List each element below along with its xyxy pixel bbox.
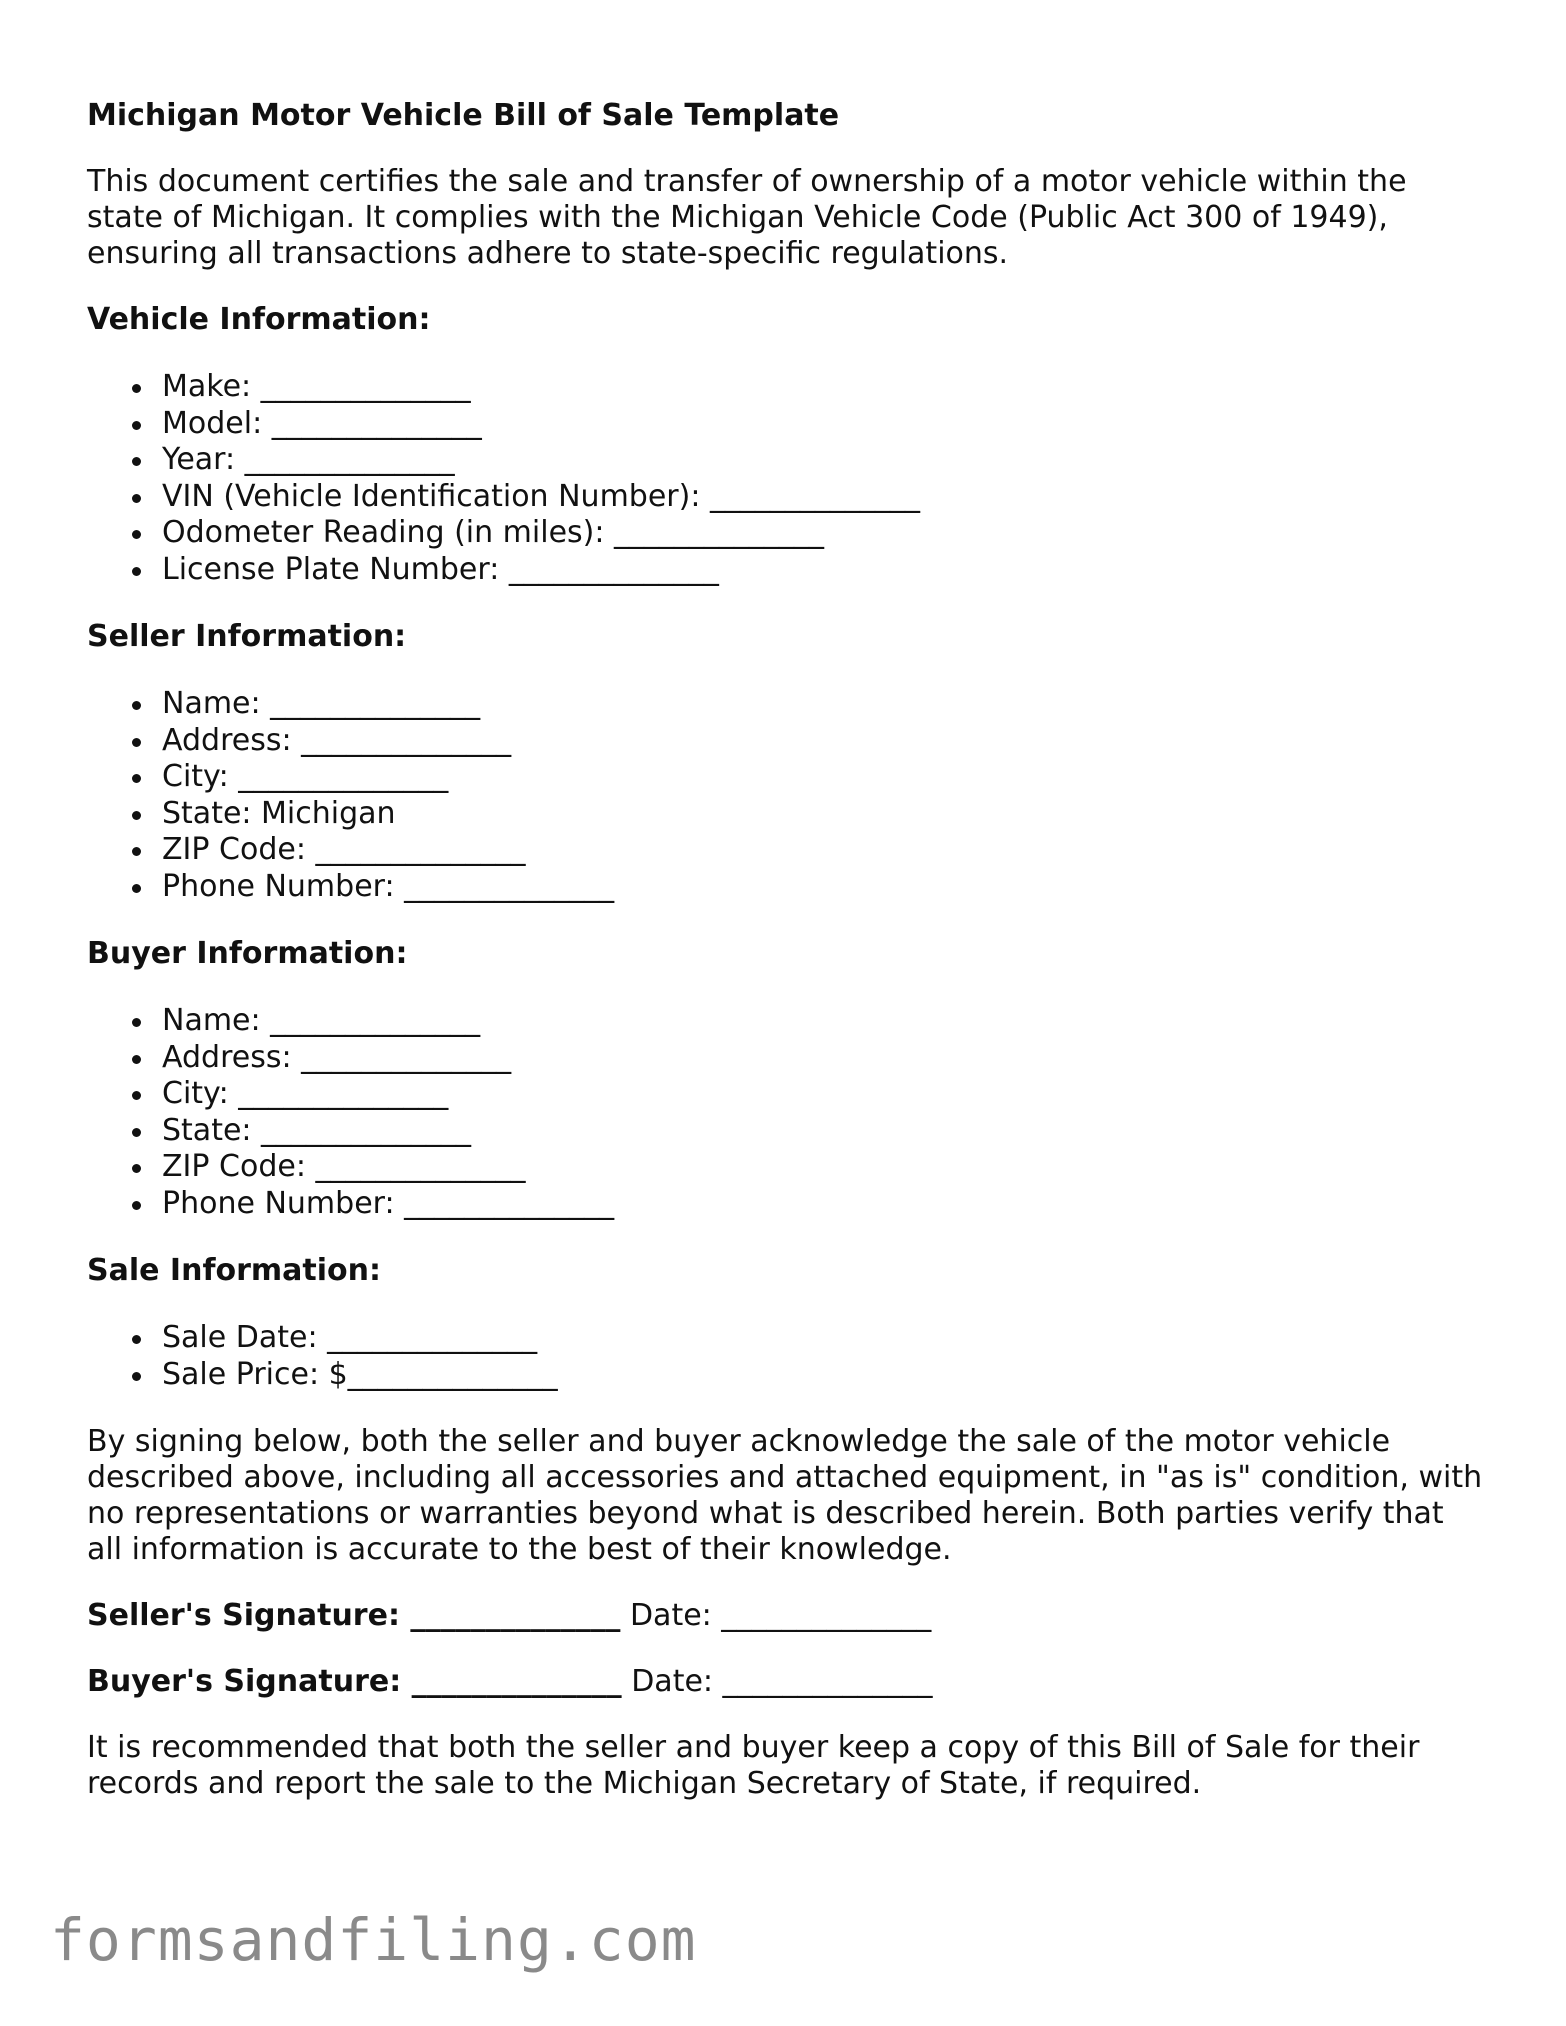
vehicle-odometer-field: Odometer Reading (in miles): ______________ — [162, 515, 1487, 552]
seller-signature-line — [87, 1598, 1487, 1634]
site-watermark: formsandfiling.com — [50, 1906, 697, 1974]
buyer-name-field: Name: ______________ — [162, 1003, 1487, 1040]
seller-city-field: City: ______________ — [162, 759, 1487, 796]
buyer-zip-field: ZIP Code: ______________ — [162, 1149, 1487, 1186]
buyer-fields-list — [87, 1003, 1487, 1222]
sale-date-field: Sale Date: ______________ — [162, 1320, 1487, 1357]
buyer-phone-field: Phone Number: ______________ — [162, 1186, 1487, 1223]
document-body — [87, 98, 1487, 1832]
vehicle-section-heading: Vehicle Information: — [87, 302, 431, 337]
seller-zip-field: ZIP Code: ______________ — [162, 832, 1487, 869]
vehicle-make-field: Make: ______________ — [162, 369, 1487, 406]
seller-state-field: State: Michigan — [162, 796, 1487, 833]
document-title: Michigan Motor Vehicle Bill of Sale Template — [87, 98, 840, 133]
sale-section-heading: Sale Information: — [87, 1253, 381, 1288]
vehicle-fields-list — [87, 369, 1487, 588]
acknowledgement-paragraph: By signing below, both the seller and buyer acknowledge the sale of the motor vehicle described above, including all accessories and attached equipment, in "as is" condition, with no representations or warranties beyond what is described herein. Both parties verify that all information is accurate to the best of their knowledge. — [87, 1424, 1483, 1567]
seller-name-field: Name: ______________ — [162, 686, 1487, 723]
sale-price-field: Sale Price: $______________ — [162, 1357, 1487, 1394]
vehicle-vin-field: VIN (Vehicle Identification Number): ______________ — [162, 479, 1487, 516]
sale-fields-list — [87, 1320, 1487, 1393]
intro-paragraph: This document certifies the sale and transfer of ownership of a motor vehicle within the state of Michigan. It complies with the Michigan Vehicle Code (Public Act 300 of 1949), ensuring all transactions adhere to state-specific regulations. — [87, 164, 1407, 271]
seller-fields-list — [87, 686, 1487, 905]
vehicle-plate-field: License Plate Number: ______________ — [162, 552, 1487, 589]
buyer-city-field: City: ______________ — [162, 1076, 1487, 1113]
buyer-signature-label: Buyer's Signature: ______________ — [87, 1664, 622, 1699]
buyer-signature-line — [87, 1664, 1487, 1700]
seller-signature-date: Date: ______________ — [629, 1598, 932, 1633]
seller-address-field: Address: ______________ — [162, 723, 1487, 760]
buyer-address-field: Address: ______________ — [162, 1040, 1487, 1077]
vehicle-model-field: Model: ______________ — [162, 406, 1487, 443]
vehicle-year-field: Year: ______________ — [162, 442, 1487, 479]
buyer-signature-date: Date: ______________ — [631, 1664, 933, 1699]
seller-phone-field: Phone Number: ______________ — [162, 869, 1487, 906]
seller-signature-label: Seller's Signature: ______________ — [87, 1598, 621, 1633]
seller-section-heading: Seller Information: — [87, 619, 407, 654]
buyer-section-heading: Buyer Information: — [87, 936, 408, 971]
closing-paragraph: It is recommended that both the seller and buyer keep a copy of this Bill of Sale for their records and report the sale to the Michigan Secretary of State, if required. — [87, 1730, 1420, 1801]
buyer-state-field: State: ______________ — [162, 1113, 1487, 1150]
